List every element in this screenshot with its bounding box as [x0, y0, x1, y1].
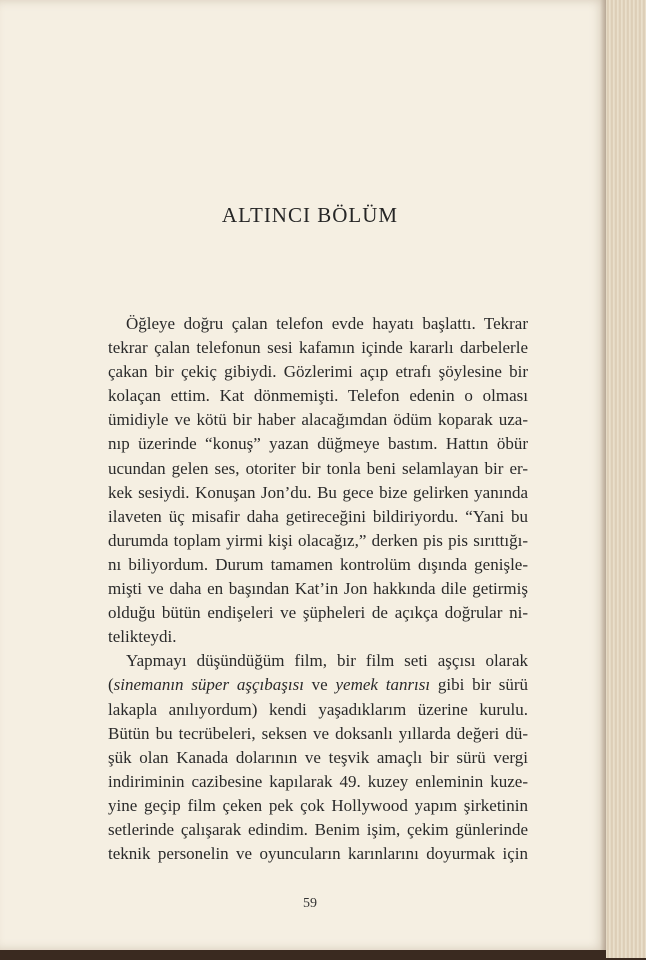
paragraph-1: [108, 312, 528, 649]
text-line: çakan bir çekiç gibiydi. Gözlerimi açıp etrafı şöylesine bir: [108, 362, 528, 382]
text-line: yine geçip film çeken pek çok Hollywood yapım şirketinin: [108, 795, 528, 815]
text-line: ucundan gelen ses, otoriter bir tonla beni selamlayan bir er-: [108, 458, 528, 478]
text-line: ümidiyle ve kötü bir haber alacağımdan ödüm koparak uza-: [108, 410, 528, 430]
italic-nickname: sinemanın süper aşçıbaşısı: [113, 675, 304, 695]
text-line: mişti ve daha en başından Kat’in Jon hakkında dile getirmiş: [108, 579, 528, 599]
text-line: nı biliyordum. Durum tamamen kontrolüm dışında genişle-: [108, 554, 528, 574]
text-line: nıp üzerinde “konuş” yazan düğmeye bastım. Hattın öbür: [108, 434, 528, 454]
page-number: 59: [303, 896, 317, 911]
text-line: Yapmayı düşündüğüm film, bir film seti aşçısı olarak: [126, 651, 528, 671]
text-line: olduğu bütün endişeleri ve şüpheleri de açıkça doğrular ni-: [108, 603, 528, 623]
text-line: telikteydi.: [108, 627, 177, 647]
text-line-with-italics: [108, 673, 528, 697]
text-line: kek sesiydi. Konuşan Jon’du. Bu gece bize gelirken yanında: [108, 482, 528, 502]
text-line: teknik personelin ve oyuncuların karınlarını doyurmak için: [108, 844, 528, 864]
text-line: kolaçan ettim. Kat dönmemişti. Telefon edenin o olması: [108, 386, 528, 406]
paragraph-2: [108, 649, 528, 866]
body-text: [108, 312, 528, 866]
text-line: Öğleye doğru çalan telefon evde hayatı başlattı. Tekrar: [126, 314, 528, 333]
text-line: indiriminin cazibesine kapılarak 49. kuzey enleminin kuze-: [108, 771, 528, 791]
text-line: ilaveten üç misafir daha getireceğini bildiriyordu. “Yani bu: [108, 506, 528, 526]
text-line: tekrar çalan telefonun sesi kafamın içinde kararlı darbelerle: [108, 338, 528, 358]
text-line: lakapla anılıyordum) kendi yaşadıklarım üzerine kurulu.: [108, 699, 528, 719]
italic-nickname: yemek tanrısı: [335, 675, 431, 695]
text-line: Bütün bu tecrübeleri, seksen ve doksanlı yıllarda değeri dü-: [108, 723, 528, 743]
chapter-title: ALTINCI BÖLÜM: [221, 203, 399, 227]
text-line: setlerinde çalışarak edindim. Benim işim, çekim günlerinde: [108, 819, 528, 839]
text-fragment: ve: [303, 675, 336, 695]
page-edges: [606, 0, 646, 958]
text-fragment: (: [108, 675, 114, 695]
text-fragment: gibi bir sürü: [430, 675, 529, 695]
text-line: şük olan Kanada dolarının ve teşvik amaçlı bir sürü vergi: [108, 747, 528, 767]
text-line: durumda toplam yirmi kişi olacağız,” derken pis pis sırıttığı-: [108, 530, 528, 550]
